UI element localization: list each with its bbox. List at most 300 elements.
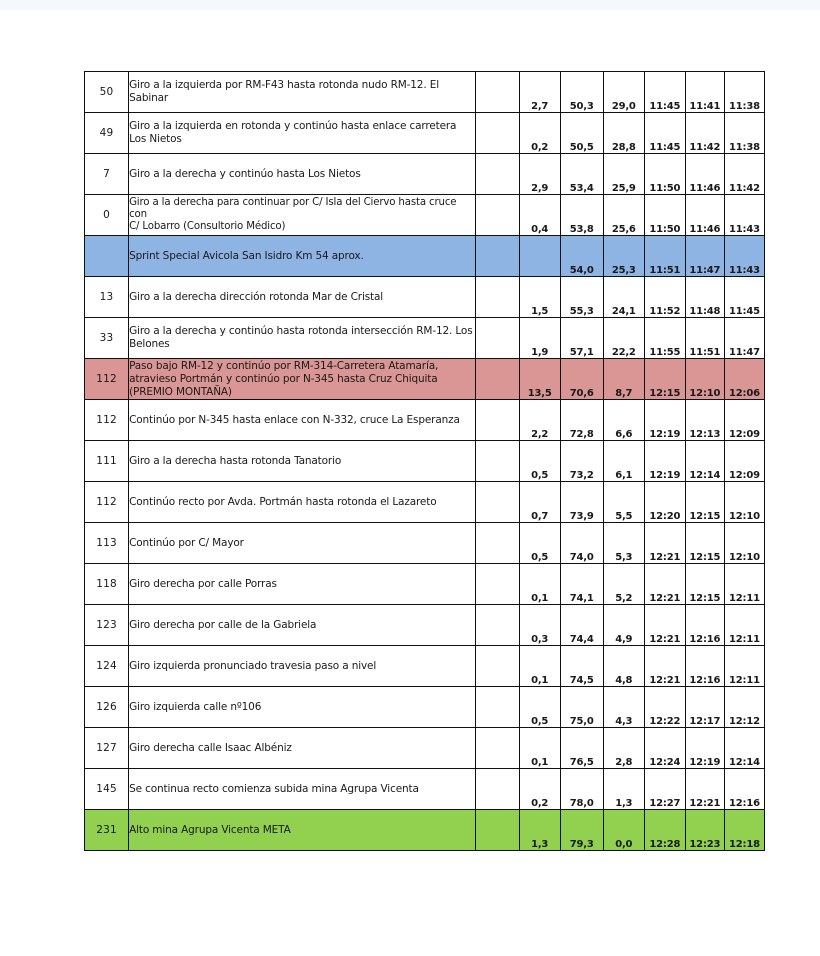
time-b-cell xyxy=(685,195,724,236)
description-text: Giro a la derecha y continúo hasta Los Nietos xyxy=(129,167,361,180)
table-row xyxy=(85,113,765,154)
partial-distance-cell xyxy=(519,195,560,236)
partial-distance-cell xyxy=(519,564,560,605)
time-a-text: 11:45 xyxy=(649,101,681,112)
remaining-distance-cell xyxy=(603,113,644,154)
time-b-cell xyxy=(685,154,724,195)
remaining-distance-cell xyxy=(603,359,644,400)
remaining-text: 5,5 xyxy=(615,511,633,522)
km-marker-cell xyxy=(85,359,129,400)
time-c-text: 11:45 xyxy=(729,306,760,317)
cumulative-distance-cell xyxy=(560,277,603,318)
time-a-cell xyxy=(644,564,685,605)
km-marker-text: 145 xyxy=(96,783,117,795)
table-row-finish xyxy=(85,810,765,851)
time-b-text: 11:41 xyxy=(689,101,721,112)
blank-cell xyxy=(475,482,519,523)
km-marker-cell xyxy=(85,810,129,851)
partial-text: 13,5 xyxy=(527,388,552,399)
time-c-cell xyxy=(724,564,764,605)
time-b-cell xyxy=(685,605,724,646)
cumulative-text: 72,8 xyxy=(569,429,594,440)
remaining-distance-cell xyxy=(603,769,644,810)
partial-distance-cell xyxy=(519,359,560,400)
table-row xyxy=(85,441,765,482)
partial-text: 1,3 xyxy=(531,839,549,850)
remaining-text: 25,6 xyxy=(611,224,636,235)
time-b-text: 12:17 xyxy=(689,716,721,727)
partial-text: 0,1 xyxy=(531,593,549,604)
remaining-distance-cell xyxy=(603,400,644,441)
time-c-cell xyxy=(724,441,764,482)
time-c-text: 12:11 xyxy=(729,593,760,604)
cumulative-distance-cell xyxy=(560,564,603,605)
time-b-cell xyxy=(685,72,724,113)
table-row xyxy=(85,646,765,687)
time-a-cell xyxy=(644,277,685,318)
time-b-text: 12:16 xyxy=(689,634,721,645)
description-text: Sprint Special Avicola San Isidro Km 54 aprox. xyxy=(129,249,364,262)
km-marker-text: 124 xyxy=(96,660,117,672)
cumulative-distance-cell xyxy=(560,113,603,154)
partial-text: 2,9 xyxy=(531,183,549,194)
time-a-text: 12:19 xyxy=(649,429,681,440)
table-row xyxy=(85,523,765,564)
time-c-cell xyxy=(724,728,764,769)
cumulative-text: 74,0 xyxy=(569,552,594,563)
time-a-cell xyxy=(644,810,685,851)
blank-cell xyxy=(475,646,519,687)
time-c-text: 11:38 xyxy=(729,101,760,112)
km-marker-text: 112 xyxy=(96,373,117,385)
remaining-text: 4,8 xyxy=(615,675,633,686)
cumulative-distance-cell xyxy=(560,359,603,400)
remaining-distance-cell xyxy=(603,72,644,113)
table-row-mountain-prize xyxy=(85,359,765,400)
time-c-cell xyxy=(724,687,764,728)
remaining-text: 24,1 xyxy=(611,306,636,317)
cumulative-text: 54,0 xyxy=(569,265,594,276)
description-cell xyxy=(129,605,476,646)
partial-text: 0,2 xyxy=(531,798,549,809)
km-marker-text: 126 xyxy=(96,701,117,713)
time-b-cell xyxy=(685,359,724,400)
time-b-cell xyxy=(685,400,724,441)
time-a-text: 12:24 xyxy=(649,757,681,768)
time-c-cell xyxy=(724,646,764,687)
partial-distance-cell xyxy=(519,318,560,359)
description-text: Giro a la izquierda por RM-F43 hasta rotonda nudo RM-12. El Sabinar xyxy=(129,79,439,104)
cumulative-distance-cell xyxy=(560,646,603,687)
time-a-text: 12:20 xyxy=(649,511,681,522)
time-c-cell xyxy=(724,359,764,400)
cumulative-distance-cell xyxy=(560,482,603,523)
blank-cell xyxy=(475,400,519,441)
km-marker-text: 112 xyxy=(96,496,117,508)
km-marker-cell xyxy=(85,564,129,605)
remaining-distance-cell xyxy=(603,154,644,195)
time-b-text: 11:46 xyxy=(689,224,721,235)
time-a-cell xyxy=(644,236,685,277)
time-c-text: 11:38 xyxy=(729,142,760,153)
time-b-text: 12:23 xyxy=(689,839,721,850)
description-text: Giro izquierda calle nº106 xyxy=(129,700,262,713)
route-table-body xyxy=(85,72,765,851)
time-c-text: 12:09 xyxy=(729,429,760,440)
cumulative-distance-cell xyxy=(560,318,603,359)
time-a-cell xyxy=(644,154,685,195)
table-row xyxy=(85,195,765,236)
remaining-text: 6,1 xyxy=(615,470,633,481)
partial-distance-cell xyxy=(519,113,560,154)
remaining-text: 8,7 xyxy=(615,388,633,399)
time-b-text: 11:42 xyxy=(689,142,721,153)
km-marker-cell xyxy=(85,318,129,359)
time-b-cell xyxy=(685,441,724,482)
cumulative-text: 75,0 xyxy=(569,716,594,727)
time-c-cell xyxy=(724,154,764,195)
cumulative-distance-cell xyxy=(560,605,603,646)
blank-cell xyxy=(475,318,519,359)
time-a-text: 12:22 xyxy=(649,716,681,727)
time-c-text: 11:43 xyxy=(729,224,760,235)
time-a-cell xyxy=(644,113,685,154)
description-cell xyxy=(129,523,476,564)
remaining-distance-cell xyxy=(603,564,644,605)
time-b-cell xyxy=(685,318,724,359)
time-a-text: 12:28 xyxy=(649,839,681,850)
remaining-text: 5,3 xyxy=(615,552,633,563)
partial-text: 0,3 xyxy=(531,634,549,645)
partial-distance-cell xyxy=(519,236,560,277)
time-a-cell xyxy=(644,646,685,687)
remaining-text: 5,2 xyxy=(615,593,633,604)
km-marker-text: 118 xyxy=(96,578,117,590)
partial-text: 0,5 xyxy=(531,470,549,481)
km-marker-text: 127 xyxy=(96,742,117,754)
remaining-distance-cell xyxy=(603,277,644,318)
km-marker-text: 33 xyxy=(99,332,114,344)
partial-distance-cell xyxy=(519,482,560,523)
description-cell xyxy=(129,687,476,728)
time-c-text: 12:10 xyxy=(729,511,760,522)
description-text: Continúo por C/ Mayor xyxy=(129,536,244,549)
time-a-text: 12:19 xyxy=(649,470,681,481)
blank-cell xyxy=(475,605,519,646)
time-c-cell xyxy=(724,277,764,318)
time-a-text: 11:50 xyxy=(649,183,681,194)
time-b-text: 11:51 xyxy=(689,347,721,358)
partial-distance-cell xyxy=(519,277,560,318)
cumulative-text: 74,5 xyxy=(569,675,594,686)
time-b-cell xyxy=(685,236,724,277)
remaining-text: 28,8 xyxy=(611,142,636,153)
cumulative-distance-cell xyxy=(560,810,603,851)
time-c-text: 12:11 xyxy=(729,634,760,645)
partial-text: 2,7 xyxy=(531,101,549,112)
km-marker-cell xyxy=(85,605,129,646)
description-cell xyxy=(129,482,476,523)
time-c-text: 12:10 xyxy=(729,552,760,563)
table-row xyxy=(85,482,765,523)
partial-text: 0,1 xyxy=(531,757,549,768)
remaining-text: 22,2 xyxy=(611,347,636,358)
time-c-text: 12:18 xyxy=(729,839,760,850)
km-marker-text: 0 xyxy=(103,209,110,221)
time-b-text: 12:16 xyxy=(689,675,721,686)
time-b-cell xyxy=(685,810,724,851)
cumulative-distance-cell xyxy=(560,154,603,195)
partial-distance-cell xyxy=(519,646,560,687)
table-row xyxy=(85,564,765,605)
remaining-distance-cell xyxy=(603,810,644,851)
partial-text: 2,2 xyxy=(531,429,549,440)
partial-text: 0,5 xyxy=(531,552,549,563)
remaining-distance-cell xyxy=(603,523,644,564)
cumulative-text: 73,2 xyxy=(569,470,594,481)
time-a-text: 11:52 xyxy=(649,306,681,317)
time-b-cell xyxy=(685,482,724,523)
description-text: Continúo recto por Avda. Portmán hasta rotonda el Lazareto xyxy=(129,495,437,508)
cumulative-distance-cell xyxy=(560,195,603,236)
description-cell xyxy=(129,72,476,113)
time-c-cell xyxy=(724,195,764,236)
time-b-text: 12:10 xyxy=(689,388,721,399)
km-marker-cell xyxy=(85,646,129,687)
partial-text: 1,9 xyxy=(531,347,549,358)
time-a-cell xyxy=(644,605,685,646)
description-text: Paso bajo RM-12 y continúo por RM-314-Carretera Atamaría, atravieso Portmán y continúo por N-345 hasta Cruz Chiquita (PREMIO MONTAÑA) xyxy=(129,359,439,398)
cumulative-text: 74,4 xyxy=(569,634,594,645)
time-a-cell xyxy=(644,400,685,441)
time-b-cell xyxy=(685,523,724,564)
description-cell xyxy=(129,277,476,318)
time-c-text: 11:42 xyxy=(729,183,760,194)
description-text: Giro a la izquierda en rotonda y continúo hasta enlace carretera Los Nietos xyxy=(129,120,457,145)
km-marker-cell xyxy=(85,154,129,195)
time-b-cell xyxy=(685,687,724,728)
table-row xyxy=(85,728,765,769)
cumulative-text: 73,9 xyxy=(569,511,594,522)
time-a-text: 12:27 xyxy=(649,798,681,809)
time-b-text: 11:47 xyxy=(689,265,721,276)
blank-cell xyxy=(475,441,519,482)
blank-cell xyxy=(475,277,519,318)
km-marker-cell xyxy=(85,728,129,769)
description-cell xyxy=(129,441,476,482)
remaining-distance-cell xyxy=(603,646,644,687)
time-c-text: 11:43 xyxy=(729,265,760,276)
remaining-text: 0,0 xyxy=(615,839,633,850)
description-cell xyxy=(129,318,476,359)
partial-distance-cell xyxy=(519,441,560,482)
time-c-cell xyxy=(724,523,764,564)
time-c-cell xyxy=(724,769,764,810)
km-marker-text: 113 xyxy=(96,537,117,549)
partial-distance-cell xyxy=(519,605,560,646)
time-b-cell xyxy=(685,277,724,318)
km-marker-cell xyxy=(85,195,129,236)
cumulative-text: 70,6 xyxy=(569,388,594,399)
route-table xyxy=(84,71,765,851)
time-b-cell xyxy=(685,646,724,687)
cumulative-text: 79,3 xyxy=(569,839,594,850)
time-c-cell xyxy=(724,236,764,277)
time-c-text: 12:11 xyxy=(729,675,760,686)
km-marker-cell xyxy=(85,687,129,728)
description-cell xyxy=(129,359,476,400)
km-marker-text: 49 xyxy=(99,127,114,139)
time-c-text: 12:09 xyxy=(729,470,760,481)
partial-text: 0,5 xyxy=(531,716,549,727)
blank-cell xyxy=(475,359,519,400)
description-text: Se continua recto comienza subida mina Agrupa Vicenta xyxy=(129,782,419,795)
time-c-cell xyxy=(724,605,764,646)
time-a-text: 11:51 xyxy=(649,265,681,276)
remaining-distance-cell xyxy=(603,728,644,769)
km-marker-cell xyxy=(85,236,129,277)
time-b-text: 12:19 xyxy=(689,757,721,768)
time-b-text: 12:15 xyxy=(689,511,721,522)
partial-text: 1,5 xyxy=(531,306,549,317)
partial-distance-cell xyxy=(519,687,560,728)
description-cell xyxy=(129,195,476,236)
time-a-cell xyxy=(644,441,685,482)
time-c-text: 12:06 xyxy=(729,388,760,399)
partial-distance-cell xyxy=(519,72,560,113)
cumulative-text: 55,3 xyxy=(569,306,594,317)
cumulative-text: 57,1 xyxy=(569,347,594,358)
partial-distance-cell xyxy=(519,769,560,810)
description-cell xyxy=(129,810,476,851)
km-marker-text: 231 xyxy=(96,824,117,836)
time-a-cell xyxy=(644,72,685,113)
table-row xyxy=(85,687,765,728)
cumulative-text: 78,0 xyxy=(569,798,594,809)
time-a-text: 11:55 xyxy=(649,347,681,358)
time-a-text: 12:21 xyxy=(649,634,681,645)
description-text: Giro derecha por calle de la Gabriela xyxy=(129,618,317,631)
remaining-text: 1,3 xyxy=(615,798,633,809)
description-text: Giro a la derecha para continuar por C/ Isla del Ciervo hasta cruce con C/ Lobarro (Consultorio Médico) xyxy=(129,197,457,232)
km-marker-cell xyxy=(85,482,129,523)
time-b-cell xyxy=(685,113,724,154)
blank-cell xyxy=(475,72,519,113)
table-row xyxy=(85,72,765,113)
time-c-cell xyxy=(724,72,764,113)
time-b-cell xyxy=(685,769,724,810)
time-b-text: 12:15 xyxy=(689,552,721,563)
description-text: Giro a la derecha hasta rotonda Tanatorio xyxy=(129,454,342,467)
cumulative-distance-cell xyxy=(560,236,603,277)
time-c-text: 12:12 xyxy=(729,716,760,727)
km-marker-cell xyxy=(85,72,129,113)
description-text: Continúo por N-345 hasta enlace con N-332, cruce La Esperanza xyxy=(129,413,460,426)
cumulative-text: 53,8 xyxy=(569,224,594,235)
table-row xyxy=(85,400,765,441)
description-cell xyxy=(129,154,476,195)
description-text: Giro derecha calle Isaac Albéniz xyxy=(129,741,292,754)
cumulative-distance-cell xyxy=(560,400,603,441)
top-band xyxy=(0,0,820,10)
remaining-distance-cell xyxy=(603,687,644,728)
km-marker-cell xyxy=(85,769,129,810)
description-cell xyxy=(129,236,476,277)
time-a-text: 12:21 xyxy=(649,552,681,563)
remaining-text: 25,9 xyxy=(611,183,636,194)
time-b-text: 11:48 xyxy=(689,306,721,317)
table-row xyxy=(85,769,765,810)
blank-cell xyxy=(475,195,519,236)
time-c-text: 12:14 xyxy=(729,757,760,768)
km-marker-cell xyxy=(85,277,129,318)
remaining-text: 29,0 xyxy=(611,101,636,112)
time-a-text: 12:21 xyxy=(649,593,681,604)
table-row xyxy=(85,318,765,359)
cumulative-distance-cell xyxy=(560,687,603,728)
km-marker-cell xyxy=(85,400,129,441)
cumulative-text: 53,4 xyxy=(569,183,594,194)
time-a-text: 12:15 xyxy=(649,388,681,399)
km-marker-text: 7 xyxy=(103,168,110,180)
blank-cell xyxy=(475,728,519,769)
remaining-text: 25,3 xyxy=(611,265,636,276)
description-cell xyxy=(129,400,476,441)
partial-distance-cell xyxy=(519,523,560,564)
time-a-text: 12:21 xyxy=(649,675,681,686)
description-cell xyxy=(129,769,476,810)
description-text: Alto mina Agrupa Vicenta META xyxy=(129,823,291,836)
time-c-cell xyxy=(724,318,764,359)
cumulative-distance-cell xyxy=(560,769,603,810)
cumulative-distance-cell xyxy=(560,72,603,113)
blank-cell xyxy=(475,113,519,154)
time-a-cell xyxy=(644,687,685,728)
time-b-text: 12:21 xyxy=(689,798,721,809)
km-marker-cell xyxy=(85,441,129,482)
cumulative-text: 50,3 xyxy=(569,101,594,112)
time-b-text: 12:13 xyxy=(689,429,721,440)
time-a-cell xyxy=(644,523,685,564)
partial-distance-cell xyxy=(519,810,560,851)
table-row xyxy=(85,277,765,318)
cumulative-text: 74,1 xyxy=(569,593,594,604)
time-a-cell xyxy=(644,728,685,769)
description-cell xyxy=(129,113,476,154)
remaining-distance-cell xyxy=(603,318,644,359)
blank-cell xyxy=(475,810,519,851)
blank-cell xyxy=(475,523,519,564)
remaining-text: 6,6 xyxy=(615,429,633,440)
time-a-cell xyxy=(644,359,685,400)
remaining-distance-cell xyxy=(603,441,644,482)
km-marker-cell xyxy=(85,523,129,564)
description-text: Giro derecha por calle Porras xyxy=(129,577,277,590)
partial-text: 0,2 xyxy=(531,142,549,153)
km-marker-text: 13 xyxy=(99,291,114,303)
remaining-distance-cell xyxy=(603,236,644,277)
blank-cell xyxy=(475,236,519,277)
remaining-distance-cell xyxy=(603,605,644,646)
description-cell xyxy=(129,564,476,605)
time-a-cell xyxy=(644,195,685,236)
partial-distance-cell xyxy=(519,154,560,195)
time-b-cell xyxy=(685,564,724,605)
km-marker-text: 123 xyxy=(96,619,117,631)
time-b-text: 12:15 xyxy=(689,593,721,604)
table-row xyxy=(85,154,765,195)
km-marker-text: 50 xyxy=(99,86,114,98)
